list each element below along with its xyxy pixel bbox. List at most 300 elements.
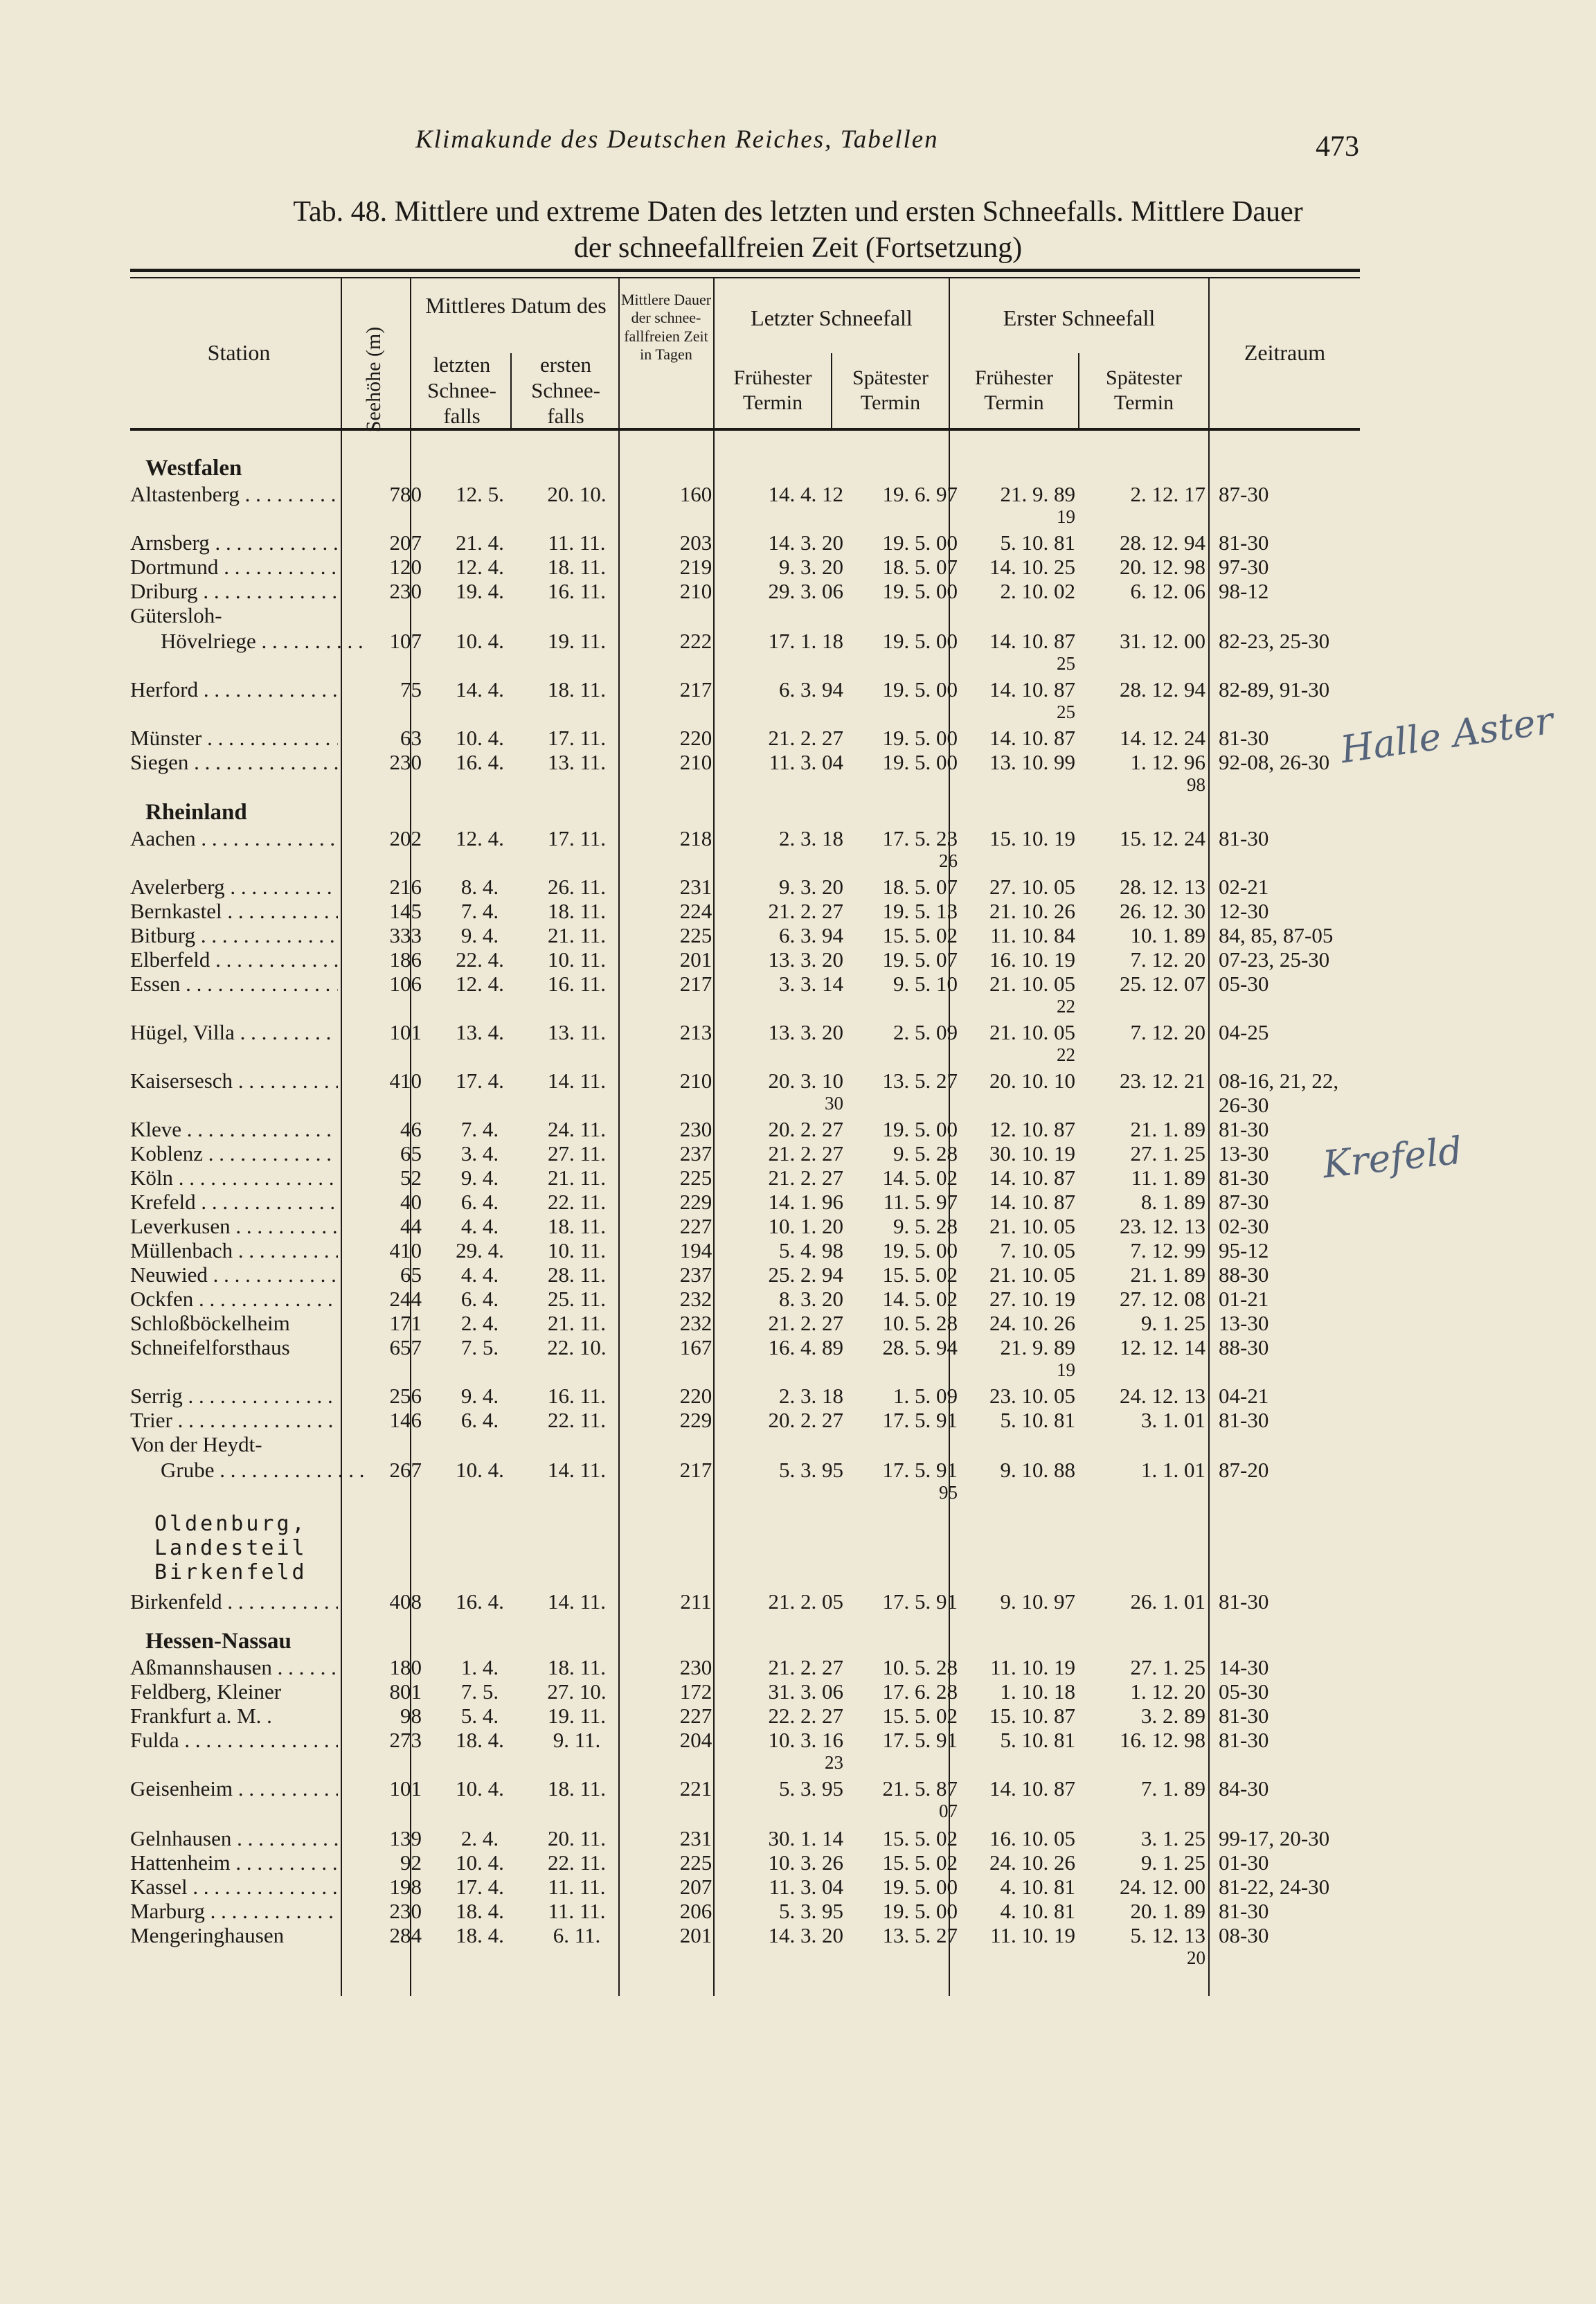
station-name: Ockfen . . .: [130, 1287, 338, 1312]
table-row: [130, 1655, 1360, 1679]
letzter-fruehester-cell: 6. 3. 94: [779, 923, 843, 947]
header-letzter-schneefall: Letzter Schneefall: [751, 305, 913, 330]
dauer-cell: 167: [679, 1335, 712, 1359]
header-zeitraum: Zeitraum: [1244, 340, 1326, 365]
dauer-cell: 232: [679, 1311, 712, 1335]
datum-letzter-cell: 10. 4.: [456, 629, 504, 653]
region-name: Rheinland: [145, 800, 247, 825]
datum-letzter-cell: 10. 4.: [456, 1850, 504, 1875]
erster-spaetester-cell: 24. 12. 00: [1120, 1875, 1205, 1899]
dauer-cell: 232: [679, 1287, 712, 1311]
letzter-spaetester-cell: 19. 5. 00: [882, 750, 958, 774]
seehoehe-cell: 92: [400, 1850, 422, 1875]
dauer-cell: 217: [679, 677, 712, 702]
seehoehe-cell: 410: [389, 1069, 422, 1093]
station-name: Kassel . . .: [130, 1875, 338, 1900]
station-name: Krefeld . . .: [130, 1190, 338, 1215]
station-name: Hattenheim . . .: [130, 1850, 338, 1875]
station-name: Marburg . . .: [130, 1899, 338, 1924]
erster-fruehester-cell: 14. 10. 87: [989, 726, 1075, 750]
letzter-fruehester-cell: 8. 3. 20: [779, 1287, 843, 1311]
dauer-cell: 231: [679, 875, 712, 899]
erster-spaetester-cell: 98: [1187, 774, 1205, 795]
letzter-fruehester-cell: 9. 3. 20: [779, 875, 843, 899]
table-row: [130, 1408, 1360, 1431]
erster-fruehester-cell: 19: [1057, 1359, 1075, 1380]
table-row: [130, 750, 1360, 774]
station-name: Von der Heydt-: [130, 1432, 262, 1456]
dauer-cell: 237: [679, 1262, 712, 1287]
datum-erster-cell: 18. 11.: [547, 1214, 607, 1238]
table-row: [130, 1069, 1360, 1092]
datum-letzter-cell: 9. 4.: [460, 923, 499, 947]
letzter-spaetester-cell: 28. 5. 94: [882, 1335, 958, 1359]
seehoehe-cell: 284: [389, 1923, 422, 1947]
letzter-fruehester-cell: 10. 3. 26: [768, 1850, 843, 1875]
region-heading-row: [130, 1629, 1360, 1652]
erster-fruehester-cell: 15. 10. 87: [989, 1704, 1075, 1728]
erster-fruehester-cell: 21. 9. 89: [1000, 1335, 1075, 1359]
datum-letzter-cell: 6. 4.: [460, 1408, 499, 1432]
zeitraum-cell: 98-12: [1219, 579, 1269, 603]
table-row: [130, 1359, 1360, 1383]
table-row: [130, 1899, 1360, 1922]
seehoehe-cell: 171: [389, 1311, 422, 1335]
datum-letzter-cell: 2. 4.: [460, 1826, 499, 1850]
erster-spaetester-cell: 31. 12. 00: [1120, 629, 1205, 653]
letzter-spaetester-cell: 14. 5. 02: [882, 1287, 958, 1311]
zeitraum-cell: 81-30: [1219, 1899, 1269, 1923]
letzter-spaetester-cell: 2. 5. 09: [893, 1020, 958, 1044]
datum-letzter-cell: 12. 5.: [456, 482, 504, 506]
erster-spaetester-cell: 3. 2. 89: [1141, 1704, 1205, 1728]
seehoehe-cell: 180: [389, 1655, 422, 1679]
erster-spaetester-cell: 26. 12. 30: [1120, 899, 1205, 923]
seehoehe-cell: 146: [389, 1408, 422, 1432]
letzter-fruehester-cell: 13. 3. 20: [768, 947, 843, 972]
letzter-fruehester-cell: 5. 3. 95: [779, 1458, 843, 1482]
letzter-fruehester-cell: 6. 3. 94: [779, 677, 843, 702]
erster-spaetester-cell: 20: [1187, 1947, 1205, 1968]
letzter-spaetester-cell: 21. 5. 87: [882, 1776, 958, 1801]
letzter-fruehester-cell: 14. 4. 12: [768, 482, 843, 506]
header-erster-fruehester: Frühester Termin: [974, 366, 1054, 414]
letzter-fruehester-cell: 21. 2. 27: [768, 1141, 843, 1166]
datum-letzter-cell: 18. 4.: [456, 1923, 504, 1947]
station-name: Kleve . . .: [130, 1117, 338, 1142]
table-title-line-2: der schneefallfreien Zeit (Fortsetzung): [573, 232, 1023, 264]
station-name: Geisenheim . . .: [130, 1776, 338, 1801]
seehoehe-cell: 657: [389, 1335, 422, 1359]
erster-fruehester-cell: 5. 10. 81: [1000, 1408, 1075, 1432]
letzter-spaetester-cell: 17. 5. 91: [882, 1728, 958, 1752]
seehoehe-cell: 40: [400, 1190, 422, 1214]
letzter-spaetester-cell: 17. 5. 91: [882, 1458, 958, 1482]
zeitraum-cell: 82-23, 25-30: [1219, 629, 1330, 653]
erster-fruehester-cell: 21. 10. 05: [989, 1020, 1075, 1044]
table-row: [130, 1238, 1360, 1262]
datum-letzter-cell: 14. 4.: [456, 677, 504, 702]
datum-letzter-cell: 17. 4.: [456, 1069, 504, 1093]
erster-fruehester-cell: 14. 10. 87: [989, 1190, 1075, 1214]
dauer-cell: 220: [679, 1384, 712, 1408]
datum-erster-cell: 16. 11.: [547, 972, 607, 996]
letzter-fruehester-cell: 14. 1. 96: [768, 1190, 843, 1214]
seehoehe-cell: 410: [389, 1238, 422, 1262]
zeitraum-cell: 04-25: [1219, 1020, 1269, 1044]
letzter-spaetester-cell: 19. 5. 00: [882, 629, 958, 653]
dauer-cell: 225: [679, 1166, 712, 1190]
header-seehoehe: Seehöhe (m): [362, 326, 385, 433]
erster-fruehester-cell: 11. 10. 84: [990, 923, 1075, 947]
datum-letzter-cell: 9. 4.: [460, 1166, 499, 1190]
letzter-spaetester-cell: 17. 6. 28: [882, 1679, 958, 1704]
letzter-fruehester-cell: 2. 3. 18: [779, 1384, 843, 1408]
table-row: [130, 579, 1360, 602]
letzter-fruehester-cell: 14. 3. 20: [768, 530, 843, 555]
letzter-spaetester-cell: 9. 5. 28: [893, 1214, 958, 1238]
dauer-cell: 217: [679, 972, 712, 996]
page-number: 473: [1316, 131, 1359, 163]
datum-erster-cell: 18. 11.: [547, 899, 607, 923]
station-name: Birkenfeld: [154, 1560, 307, 1584]
datum-letzter-cell: 7. 5.: [460, 1679, 499, 1704]
datum-erster-cell: 22. 10.: [547, 1335, 607, 1359]
erster-fruehester-cell: 14. 10. 25: [989, 555, 1075, 579]
letzter-fruehester-cell: 20. 3. 10: [768, 1069, 843, 1093]
letzter-fruehester-cell: 21. 2. 27: [768, 899, 843, 923]
erster-fruehester-cell: 14. 10. 87: [989, 1776, 1075, 1801]
dauer-cell: 222: [679, 629, 712, 653]
datum-erster-cell: 18. 11.: [547, 1776, 607, 1801]
erster-fruehester-cell: 1. 10. 18: [1000, 1679, 1075, 1704]
letzter-fruehester-cell: 21. 2. 27: [768, 726, 843, 750]
letzter-fruehester-cell: 16. 4. 89: [768, 1335, 843, 1359]
letzter-spaetester-cell: 11. 5. 97: [883, 1190, 958, 1214]
seehoehe-cell: 101: [389, 1020, 422, 1044]
erster-spaetester-cell: 15. 12. 24: [1120, 826, 1205, 850]
zeitraum-cell: 12-30: [1219, 899, 1269, 923]
seehoehe-cell: 63: [400, 726, 422, 750]
table-row: [130, 1335, 1360, 1359]
zeitraum-cell: 81-30: [1219, 1117, 1269, 1141]
datum-letzter-cell: 4. 4.: [460, 1214, 499, 1238]
datum-letzter-cell: 12. 4.: [456, 555, 504, 579]
station-name: Bernkastel . . .: [130, 899, 338, 924]
dauer-cell: 206: [679, 1899, 712, 1923]
handwritten-note: Halle Aster: [1338, 698, 1557, 772]
datum-erster-cell: 21. 11.: [547, 923, 607, 947]
running-head: Klimakunde des Deutschen Reiches, Tabellen: [415, 125, 939, 154]
zeitraum-cell: 08-16, 21, 22,: [1219, 1069, 1339, 1093]
erster-fruehester-cell: 21. 10. 05: [989, 1262, 1075, 1287]
datum-letzter-cell: 7. 5.: [460, 1335, 499, 1359]
erster-spaetester-cell: 14. 12. 24: [1120, 726, 1205, 750]
datum-erster-cell: 18. 11.: [547, 555, 607, 579]
zeitraum-cell: 26-30: [1219, 1093, 1269, 1117]
letzter-spaetester-cell: 19. 5. 00: [882, 677, 958, 702]
letzter-fruehester-cell: 10. 3. 16: [768, 1728, 843, 1752]
letzter-fruehester-cell: 30. 1. 14: [768, 1826, 843, 1850]
station-name: Dortmund . . .: [130, 555, 338, 580]
datum-erster-cell: 19. 11.: [547, 629, 607, 653]
seehoehe-cell: 230: [389, 750, 422, 774]
station-name: Bitburg . . .: [130, 923, 338, 948]
datum-letzter-cell: 13. 4.: [456, 1020, 504, 1044]
erster-fruehester-cell: 30. 10. 19: [989, 1141, 1075, 1166]
dauer-cell: 203: [679, 530, 712, 555]
erster-fruehester-cell: 20. 10. 10: [989, 1069, 1075, 1093]
table-title-line-1: Tab. 48. Mittlere und extreme Daten des letzten und ersten Schneefalls. Mittlere Dauer: [293, 196, 1303, 228]
dauer-cell: 217: [679, 1458, 712, 1482]
header-letzter-spaetester: Spätester Termin: [852, 366, 929, 414]
letzter-spaetester-cell: 9. 5. 28: [893, 1141, 958, 1166]
datum-letzter-cell: 7. 4.: [460, 1117, 499, 1141]
table-row: [130, 1589, 1360, 1613]
datum-letzter-cell: 2. 4.: [460, 1311, 499, 1335]
table-row: [130, 1679, 1360, 1703]
letzter-spaetester-cell: 19. 5. 00: [882, 726, 958, 750]
seehoehe-cell: 202: [389, 826, 422, 850]
erster-fruehester-cell: 22: [1057, 1044, 1075, 1065]
datum-letzter-cell: 16. 4.: [456, 750, 504, 774]
station-name: Avelerberg . . .: [130, 875, 338, 900]
station-name: Müllenbach . . .: [130, 1238, 338, 1263]
dauer-cell: 210: [679, 750, 712, 774]
header-erster-schneefall: Erster Schneefall: [1003, 305, 1156, 330]
letzter-fruehester-cell: 20. 2. 27: [768, 1408, 843, 1432]
table-row: [130, 702, 1360, 725]
letzter-spaetester-cell: 19. 5. 13: [882, 899, 958, 923]
datum-erster-cell: 27. 11.: [547, 1141, 607, 1166]
dauer-cell: 172: [679, 1679, 712, 1704]
erster-spaetester-cell: 10. 1. 89: [1130, 923, 1205, 947]
letzter-fruehester-cell: 11. 3. 04: [769, 750, 843, 774]
erster-spaetester-cell: 27. 1. 25: [1130, 1655, 1205, 1679]
table-title: [104, 194, 1492, 266]
letzter-spaetester-cell: 13. 5. 27: [882, 1069, 958, 1093]
table-row: [130, 482, 1360, 506]
erster-fruehester-cell: 14. 10. 87: [989, 1166, 1075, 1190]
seehoehe-cell: 65: [400, 1262, 422, 1287]
erster-spaetester-cell: 20. 12. 98: [1120, 555, 1205, 579]
table-row: [130, 1214, 1360, 1238]
datum-erster-cell: 13. 11.: [547, 1020, 607, 1044]
table-row: [130, 726, 1360, 749]
datum-erster-cell: 27. 10.: [547, 1679, 607, 1704]
erster-fruehester-cell: 11. 10. 19: [990, 1655, 1075, 1679]
erster-fruehester-cell: 11. 10. 19: [990, 1923, 1075, 1947]
seehoehe-cell: 44: [400, 1214, 422, 1238]
table-row: [130, 1141, 1360, 1165]
datum-erster-cell: 17. 11.: [547, 826, 607, 850]
dauer-cell: 221: [679, 1776, 712, 1801]
erster-fruehester-cell: 24. 10. 26: [989, 1850, 1075, 1875]
zeitraum-cell: 88-30: [1219, 1335, 1269, 1359]
erster-fruehester-cell: 2. 10. 02: [1000, 579, 1075, 603]
station-name: Elberfeld . . .: [130, 947, 338, 972]
table-row: [130, 1093, 1360, 1116]
datum-erster-cell: 17. 11.: [547, 726, 607, 750]
letzter-spaetester-cell: 26: [939, 850, 958, 871]
table-row: [130, 1044, 1360, 1068]
zeitraum-cell: 81-30: [1219, 1704, 1269, 1728]
station-name: Münster . . .: [130, 726, 338, 751]
erster-fruehester-cell: 9. 10. 97: [1000, 1589, 1075, 1614]
datum-erster-cell: 18. 11.: [547, 677, 607, 702]
erster-spaetester-cell: 1. 1. 01: [1141, 1458, 1205, 1482]
seehoehe-cell: 101: [389, 1776, 422, 1801]
station-name: Hövelriege . . .: [161, 629, 368, 654]
station-name: Altastenberg . . .: [130, 482, 338, 507]
datum-erster-cell: 19. 11.: [547, 1704, 607, 1728]
letzter-fruehester-cell: 11. 3. 04: [769, 1875, 843, 1899]
seehoehe-cell: 408: [389, 1589, 422, 1614]
table-row: [130, 1458, 1360, 1481]
table-row: [130, 1166, 1360, 1189]
erster-spaetester-cell: 26. 1. 01: [1130, 1589, 1205, 1614]
datum-letzter-cell: 6. 4.: [460, 1287, 499, 1311]
datum-erster-cell: 26. 11.: [547, 875, 607, 899]
table-row: [130, 1947, 1360, 1971]
table-row: [130, 1850, 1360, 1874]
zeitraum-cell: 81-30: [1219, 826, 1269, 850]
erster-spaetester-cell: 9. 1. 25: [1141, 1850, 1205, 1875]
erster-spaetester-cell: 12. 12. 14: [1120, 1335, 1205, 1359]
letzter-spaetester-cell: 19. 5. 07: [882, 947, 958, 972]
erster-fruehester-cell: 21. 10. 26: [989, 899, 1075, 923]
letzter-spaetester-cell: 18. 5. 07: [882, 555, 958, 579]
station-name: Leverkusen . . .: [130, 1214, 338, 1239]
table-row: [130, 923, 1360, 947]
letzter-spaetester-cell: 10. 5. 28: [882, 1655, 958, 1679]
erster-fruehester-cell: 25: [1057, 653, 1075, 674]
table-row: [130, 1776, 1360, 1800]
datum-letzter-cell: 4. 4.: [460, 1262, 499, 1287]
station-name: Aachen . . .: [130, 826, 338, 851]
zeitraum-cell: 81-30: [1219, 1589, 1269, 1614]
header-erster-spaetester: Spätester Termin: [1106, 366, 1182, 414]
seehoehe-cell: 75: [400, 677, 422, 702]
dauer-cell: 213: [679, 1020, 712, 1044]
datum-letzter-cell: 8. 4.: [460, 875, 499, 899]
datum-letzter-cell: 18. 4.: [456, 1728, 504, 1752]
zeitraum-cell: 88-30: [1219, 1262, 1269, 1287]
datum-erster-cell: 9. 11.: [553, 1728, 601, 1752]
datum-erster-cell: 21. 11.: [547, 1166, 607, 1190]
datum-erster-cell: 14. 11.: [547, 1458, 607, 1482]
letzter-spaetester-cell: 19. 6. 97: [882, 482, 958, 506]
seehoehe-cell: 780: [389, 482, 422, 506]
erster-spaetester-cell: 28. 12. 94: [1120, 677, 1205, 702]
letzter-spaetester-cell: 19. 5. 00: [882, 1899, 958, 1923]
table-row: [130, 1560, 1360, 1584]
seehoehe-cell: 145: [389, 899, 422, 923]
letzter-spaetester-cell: 15. 5. 02: [882, 1826, 958, 1850]
seehoehe-cell: 120: [389, 555, 422, 579]
letzter-spaetester-cell: 10. 5. 28: [882, 1311, 958, 1335]
station-name: Grube . . .: [161, 1458, 368, 1483]
letzter-fruehester-cell: 2. 3. 18: [779, 826, 843, 850]
table-row: [130, 899, 1360, 922]
erster-spaetester-cell: 16. 12. 98: [1120, 1728, 1205, 1752]
erster-fruehester-cell: 25: [1057, 702, 1075, 722]
seehoehe-cell: 139: [389, 1826, 422, 1850]
header-letzter-fruehester: Frühester Termin: [733, 366, 812, 414]
letzter-fruehester-cell: 21. 2. 27: [768, 1655, 843, 1679]
datum-erster-cell: 10. 11.: [547, 1238, 607, 1262]
table-row: [130, 1190, 1360, 1213]
zeitraum-cell: 13-30: [1219, 1311, 1269, 1335]
station-name: Mengeringhausen: [130, 1923, 285, 1947]
table-row: [130, 1704, 1360, 1727]
zeitraum-cell: 82-89, 91-30: [1219, 677, 1330, 702]
erster-spaetester-cell: 1. 12. 20: [1130, 1679, 1205, 1704]
dauer-cell: 219: [679, 555, 712, 579]
header-dauer: Mittlere Dauer der schnee- fallfreien Zeit in Tagen: [620, 291, 712, 364]
erster-fruehester-cell: 5. 10. 81: [1000, 530, 1075, 555]
table-row: [130, 1536, 1360, 1560]
letzter-spaetester-cell: 18. 5. 07: [882, 875, 958, 899]
letzter-fruehester-cell: 5. 3. 95: [779, 1776, 843, 1801]
zeitraum-cell: 87-30: [1219, 1190, 1269, 1214]
station-name: Aßmannshausen . . .: [130, 1655, 338, 1680]
datum-letzter-cell: 9. 4.: [460, 1384, 499, 1408]
datum-letzter-cell: 10. 4.: [456, 1776, 504, 1801]
datum-letzter-cell: 1. 4.: [460, 1655, 499, 1679]
zeitraum-cell: 81-30: [1219, 1408, 1269, 1432]
table-row: [130, 1875, 1360, 1898]
station-name: Köln . . .: [130, 1166, 338, 1190]
letzter-fruehester-cell: 17. 1. 18: [768, 629, 843, 653]
seehoehe-cell: 98: [400, 1704, 422, 1728]
dauer-cell: 207: [679, 1875, 712, 1899]
erster-spaetester-cell: 11. 1. 89: [1131, 1166, 1205, 1190]
table-row: [130, 1752, 1360, 1776]
letzter-spaetester-cell: 15. 5. 02: [882, 1262, 958, 1287]
table-row: [130, 603, 1360, 627]
erster-fruehester-cell: 21. 9. 89: [1000, 482, 1075, 506]
header-ersten: ersten Schnee- falls: [531, 352, 600, 429]
zeitraum-cell: 01-21: [1219, 1287, 1269, 1311]
table-row: [130, 1482, 1360, 1506]
station-name: Neuwied . . .: [130, 1262, 338, 1287]
datum-letzter-cell: 19. 4.: [456, 579, 504, 603]
station-name: Trier . . .: [130, 1408, 338, 1433]
dauer-cell: 225: [679, 1850, 712, 1875]
zeitraum-cell: 81-30: [1219, 1166, 1269, 1190]
region-heading-row: [130, 800, 1360, 823]
letzter-spaetester-cell: 1. 5. 09: [893, 1384, 958, 1408]
top-rule-thick: [130, 269, 1360, 272]
station-name: Schloßböckelheim: [130, 1311, 290, 1335]
letzter-fruehester-cell: 30: [825, 1093, 843, 1114]
seehoehe-cell: 198: [389, 1875, 422, 1899]
datum-erster-cell: 10. 11.: [547, 947, 607, 972]
table-row: [130, 850, 1360, 874]
header-rule: [130, 428, 1360, 431]
seehoehe-cell: 256: [389, 1384, 422, 1408]
datum-erster-cell: 14. 11.: [547, 1589, 607, 1614]
datum-letzter-cell: 3. 4.: [460, 1141, 499, 1166]
erster-spaetester-cell: 24. 12. 13: [1120, 1384, 1205, 1408]
letzter-spaetester-cell: 17. 5. 23: [882, 826, 958, 850]
datum-erster-cell: 14. 11.: [547, 1069, 607, 1093]
datum-letzter-cell: 6. 4.: [460, 1190, 499, 1214]
table-row: [130, 530, 1360, 554]
station-name: Landesteil: [154, 1536, 307, 1560]
dauer-cell: 227: [679, 1704, 712, 1728]
